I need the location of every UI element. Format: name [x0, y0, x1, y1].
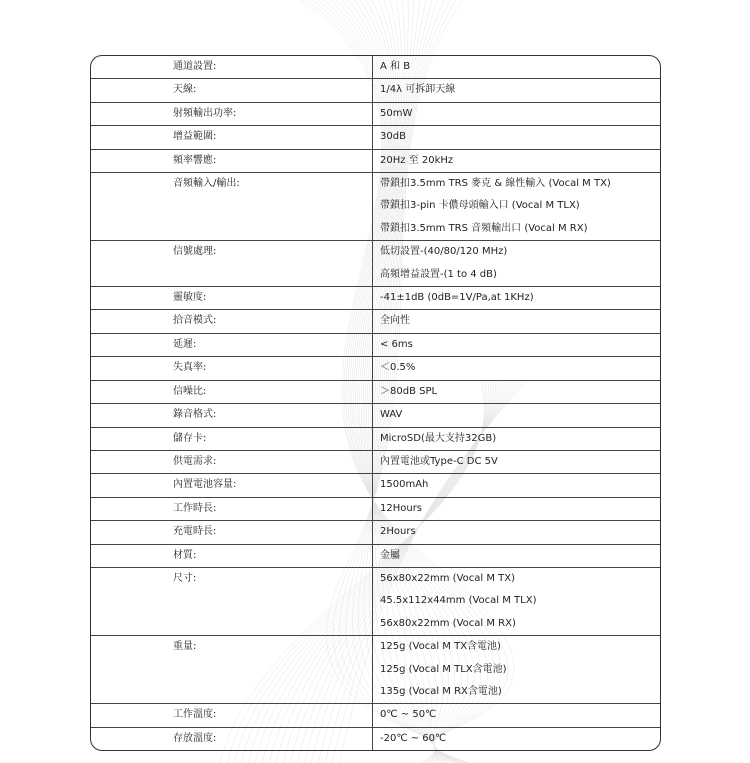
spec-value: ＜0.5% [380, 362, 416, 374]
spec-values [373, 126, 660, 148]
spec-label: 失真率: [91, 357, 373, 379]
spec-value: -41±1dB (0dB=1V/Pa,at 1KHz) [380, 292, 534, 304]
spec-value: WAV [380, 409, 403, 421]
spec-label: 頻率響應: [91, 150, 373, 172]
spec-row [91, 56, 660, 78]
spec-value: 1/4λ 可拆卸天線 [380, 84, 456, 96]
spec-row [91, 125, 660, 148]
spec-row [91, 473, 660, 496]
spec-label: 重量: [91, 636, 373, 703]
spec-label: 通道設置: [91, 56, 373, 78]
spec-row [91, 497, 660, 520]
spec-row [91, 567, 660, 635]
spec-label: 內置電池容量: [91, 474, 373, 496]
spec-row [91, 149, 660, 172]
spec-values [373, 545, 660, 567]
spec-value: A 和 B [380, 61, 411, 72]
spec-label: 信號處理: [91, 241, 373, 286]
spec-row [91, 403, 660, 426]
spec-label: 信噪比: [91, 381, 373, 403]
spec-label: 工作溫度: [91, 704, 373, 726]
spec-values [373, 241, 660, 286]
spec-value: 高頻增益設置-(1 to 4 dB) [380, 268, 497, 280]
spec-values [373, 310, 660, 332]
spec-values [373, 287, 660, 309]
spec-row [91, 544, 660, 567]
spec-label: 材質: [91, 545, 373, 567]
spec-value: 低切設置-(40/80/120 MHz) [380, 246, 508, 258]
spec-label: 存放溫度: [91, 728, 373, 750]
spec-values [373, 428, 660, 450]
spec-label: 供電需求: [91, 451, 373, 473]
spec-label: 射頻輸出功率: [91, 103, 373, 125]
spec-row [91, 356, 660, 379]
spec-label: 天線: [91, 79, 373, 101]
spec-values [373, 381, 660, 403]
spec-row [91, 727, 660, 750]
spec-value: 12Hours [380, 502, 423, 514]
spec-table [90, 55, 661, 751]
spec-values [373, 498, 660, 520]
spec-value: 帶鎖扣3-pin 卡儂母頭輸入口 (Vocal M TLX) [380, 200, 580, 212]
spec-values [373, 79, 660, 101]
spec-value: MicroSD(最大支持32GB) [380, 432, 497, 444]
spec-values [373, 357, 660, 379]
spec-values [373, 404, 660, 426]
spec-values [373, 474, 660, 496]
spec-label: 充電時長: [91, 521, 373, 543]
spec-value: 30dB [380, 131, 406, 143]
spec-values [373, 103, 660, 125]
spec-row [91, 703, 660, 726]
spec-values [373, 704, 660, 726]
spec-values [373, 56, 660, 78]
spec-value: < 6ms [380, 338, 413, 350]
spec-row [91, 333, 660, 356]
spec-value: ＞80dB SPL [380, 385, 438, 397]
spec-label: 儲存卡: [91, 428, 373, 450]
spec-row [91, 427, 660, 450]
spec-row [91, 309, 660, 332]
spec-label: 靈敏度: [91, 287, 373, 309]
spec-values [373, 728, 660, 750]
spec-label: 錄音格式: [91, 404, 373, 426]
spec-row [91, 380, 660, 403]
spec-row [91, 102, 660, 125]
spec-label: 音頻輸入/輸出: [91, 173, 373, 240]
spec-value: 帶鎖扣3.5mm TRS 音頻輸出口 (Vocal M RX) [380, 222, 588, 234]
spec-label: 尺寸: [91, 568, 373, 635]
spec-value: 0℃ ~ 50℃ [380, 709, 437, 721]
spec-label: 拾音模式: [91, 310, 373, 332]
spec-value: 帶鎖扣3.5mm TRS 麥克 & 線性輸入 (Vocal M TX) [380, 178, 611, 190]
spec-row [91, 286, 660, 309]
spec-label: 延遲: [91, 334, 373, 356]
spec-value: 125g (Vocal M TX含電池) [380, 641, 501, 653]
spec-value: 135g (Vocal M RX含電池) [380, 685, 502, 697]
spec-values [373, 173, 660, 240]
spec-value: 20Hz 至 20kHz [380, 154, 454, 166]
spec-value: 全向性 [380, 315, 410, 327]
spec-values [373, 521, 660, 543]
spec-row [91, 450, 660, 473]
spec-label: 工作時長: [91, 498, 373, 520]
spec-value: 56x80x22mm (Vocal M RX) [380, 617, 516, 629]
spec-row [91, 78, 660, 101]
spec-row [91, 240, 660, 286]
spec-value: 56x80x22mm (Vocal M TX) [380, 572, 516, 584]
spec-value: 50mW [380, 107, 413, 119]
spec-row [91, 172, 660, 240]
spec-values [373, 334, 660, 356]
spec-values [373, 150, 660, 172]
spec-values [373, 451, 660, 473]
spec-value: -20℃ ~ 60℃ [380, 732, 447, 744]
spec-values [373, 636, 660, 703]
spec-value: 金屬 [380, 549, 400, 561]
spec-row [91, 520, 660, 543]
spec-value: 1500mAh [380, 479, 429, 491]
spec-value: 2Hours [380, 526, 416, 538]
spec-value: 125g (Vocal M TLX含電池) [380, 663, 507, 675]
spec-value: 45.5x112x44mm (Vocal M TLX) [380, 595, 537, 607]
spec-label: 增益範圍: [91, 126, 373, 148]
spec-value: 內置電池或Type-C DC 5V [380, 455, 498, 467]
spec-row [91, 635, 660, 703]
spec-values [373, 568, 660, 635]
